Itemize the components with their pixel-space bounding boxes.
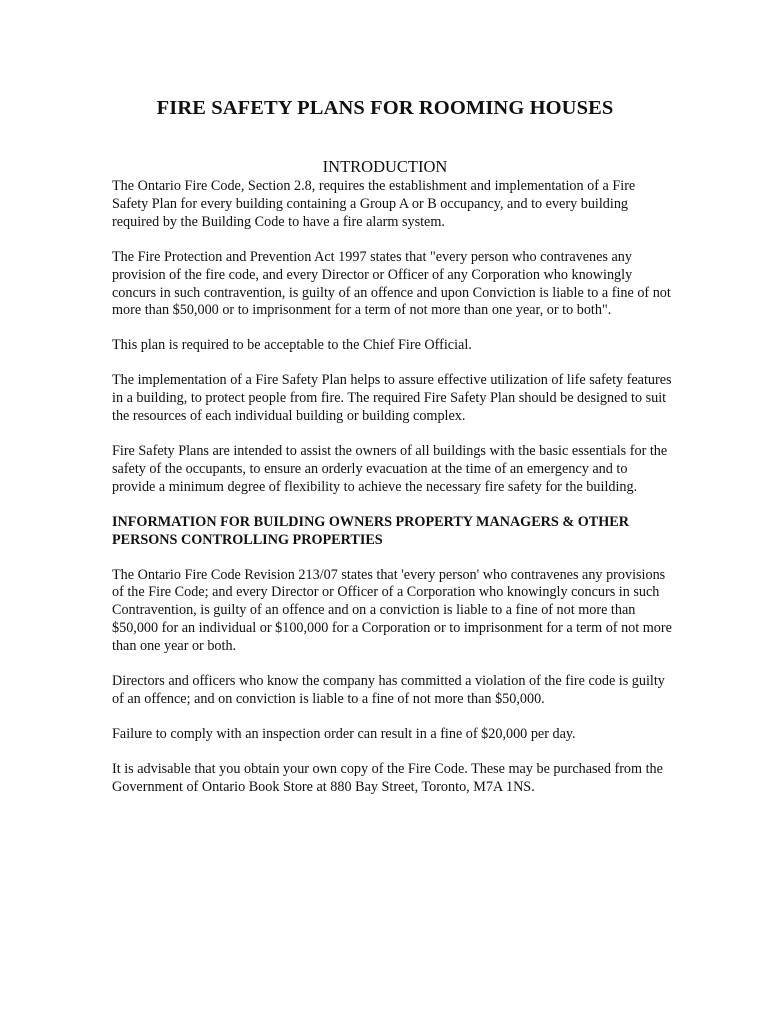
paragraph-chief-fire-official: This plan is required to be acceptable to the Chief Fire Official.	[112, 337, 472, 354]
paragraph-fire-code-revision: The Ontario Fire Code Revision 213/07 states that 'every person' who contravenes any provisions of the Fire Code; and every Director or Officer of a Corporation who knowingly concurs in such Contravention, is guilty of an offence and on a conviction is liable to a fine of not more than $50,000 for an individual or $100,000 for a Corporation or to imprisonment for a term of not more than one year or both.	[112, 566, 672, 655]
section-heading-information: INFORMATION FOR BUILDING OWNERS PROPERTY MANAGERS & OTHER PERSONS CONTROLLING PROPERTIES	[112, 513, 629, 548]
section-heading-introduction: INTRODUCTION	[322, 157, 448, 176]
paragraph-prevention-act: The Fire Protection and Prevention Act 1997 states that "every person who contravenes any provision of the fire code, and every Director or Officer of any Corporation who knowingly concurs in such contravention, is guilty of an offence and upon Conviction is liable to a fine of not more than $50,000 or to imprisonment for a term of not more than one year, or to both".	[112, 248, 671, 319]
paragraph-purpose: Fire Safety Plans are intended to assist the owners of all buildings with the basic essentials for the safety of the occupants, to ensure an orderly evacuation at the time of an emergency and to provide a minimum degree of flexibility to achieve the necessary fire safety for the building.	[112, 442, 668, 495]
paragraph-directors-officers: Directors and officers who know the company has committed a violation of the fire code is guilty of an offence; and on conviction is liable to a fine of not more than $50,000.	[112, 673, 665, 707]
paragraph-implementation: The implementation of a Fire Safety Plan helps to assure effective utilization of life safety features in a building, to protect people from fire. The required Fire Safety Plan should be designed to suit the resources of each individual building or building complex.	[112, 372, 672, 425]
paragraph-obtain-copy: It is advisable that you obtain your own copy of the Fire Code. These may be purchased from the Government of Ontario Book Store at 880 Bay Street, Toronto, M7A 1NS.	[112, 760, 663, 795]
paragraph-fire-code-section: The Ontario Fire Code, Section 2.8, requires the establishment and implementation of a Fire Safety Plan for every building containing a Group A or B occupancy, and to every building required by the Building Code to have a fire alarm system.	[112, 178, 636, 230]
paragraph-inspection-order: Failure to comply with an inspection order can result in a fine of $20,000 per day.	[112, 725, 576, 742]
document-body	[112, 178, 672, 814]
document-title: FIRE SAFETY PLANS FOR ROOMING HOUSES	[156, 97, 614, 119]
